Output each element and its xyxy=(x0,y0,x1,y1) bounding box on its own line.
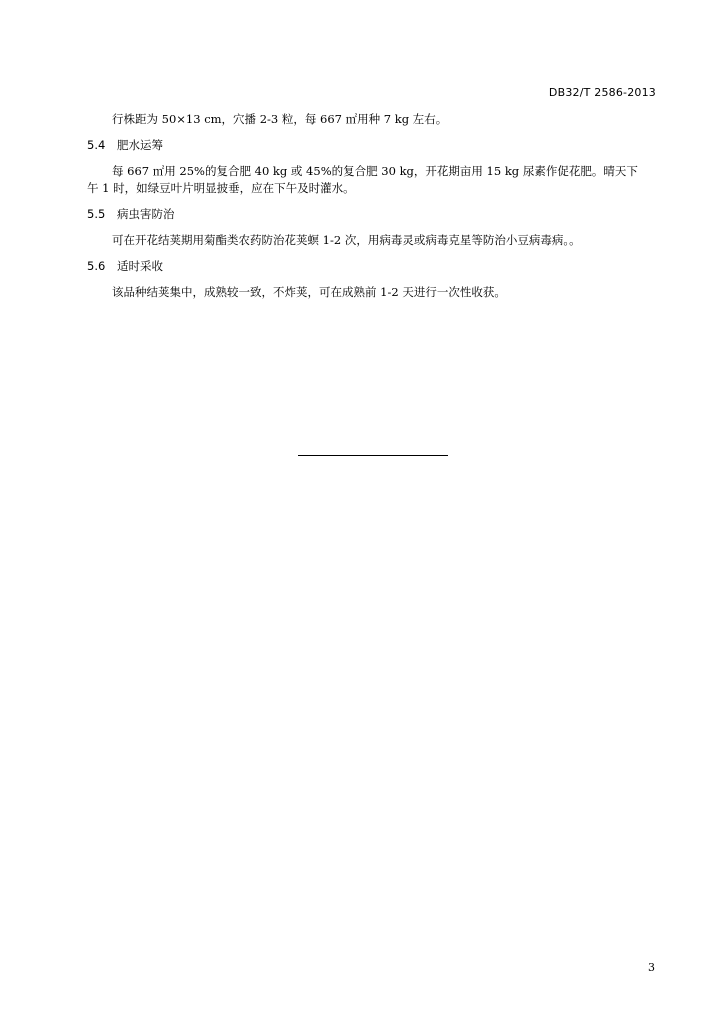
section-heading-5-5 xyxy=(87,206,175,222)
document-code-header: DB32/T 2586-2013 xyxy=(548,86,656,99)
row-spacing-paragraph: 行株距为 50×13 cm，穴播 2-3 粒，每 667 ㎡用种 7 kg 左右。 xyxy=(112,112,448,126)
section-heading-5-4 xyxy=(87,137,163,153)
section-title: 适时采收 xyxy=(117,259,163,273)
section-number: 5.5 xyxy=(87,207,106,221)
section-number: 5.6 xyxy=(87,259,106,273)
page-number: 3 xyxy=(648,961,655,974)
end-of-document-rule xyxy=(298,455,448,456)
section-title: 肥水运筹 xyxy=(117,138,163,152)
fertilizer-paragraph-line-1: 每 667 ㎡用 25%的复合肥 40 kg 或 45%的复合肥 30 kg，开花期亩用 15 kg 尿素作促花肥。晴天下 xyxy=(112,164,638,178)
harvest-paragraph: 该品种结荚集中，成熟较一致，不炸荚，可在成熟前 1-2 天进行一次性收获。 xyxy=(112,285,506,299)
section-title: 病虫害防治 xyxy=(117,207,175,221)
section-heading-5-6 xyxy=(87,258,163,274)
fertilizer-paragraph-line-2: 午 1 时，如绿豆叶片明显披垂，应在下午及时灌水。 xyxy=(87,181,355,195)
pest-control-paragraph: 可在开花结荚期用菊酯类农药防治花荚螟 1-2 次，用病毒灵或病毒克星等防治小豆病毒病。。 xyxy=(112,233,581,247)
section-number: 5.4 xyxy=(87,138,106,152)
